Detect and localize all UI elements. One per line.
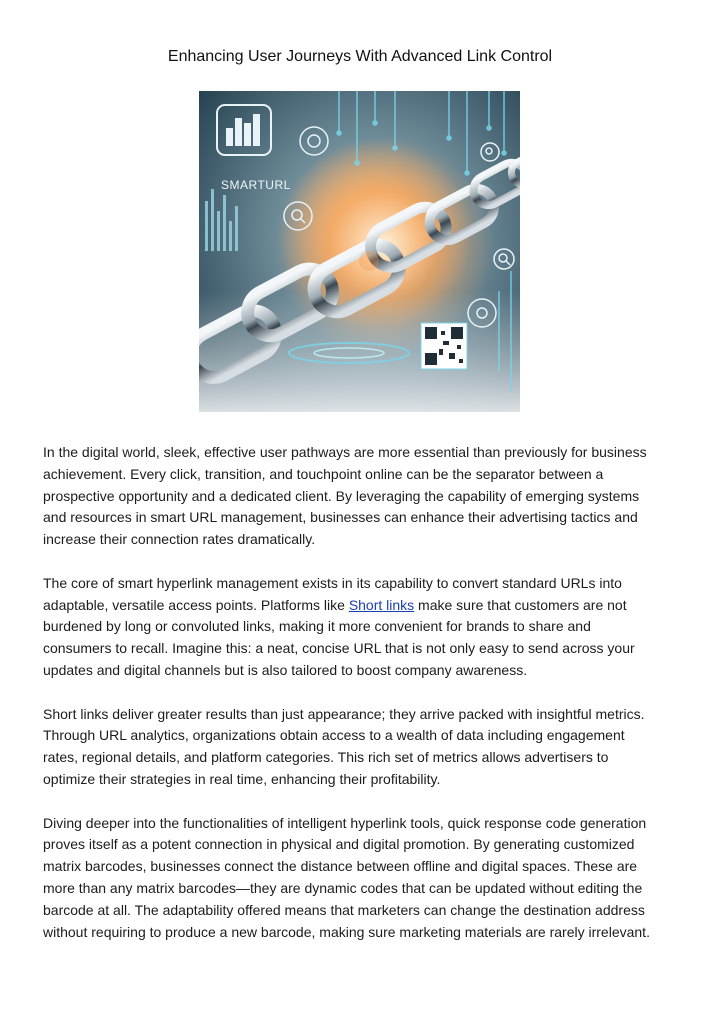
text-line: Short links deliver greater results than just appearance; they arrive packed with insightful metrics. (43, 705, 645, 722)
short-links-link[interactable]: Short links (348, 596, 415, 613)
text-line: Diving deeper into the functionalities of intelligent hyperlink tools, quick response code generation (43, 814, 647, 831)
hero-brand-text: SMARTURL (221, 178, 291, 192)
paragraph-4 (43, 813, 683, 944)
text-line: increase their connection rates dramatically. (43, 531, 316, 548)
text-line: optimize their strategies in real time, enhancing their profitability. (43, 770, 441, 787)
link-line-before: adaptable, versatile access points. Platforms like (43, 596, 349, 613)
link-line-after: make sure that customers are not (414, 596, 627, 613)
text-line: barcode at all. The adaptability offered means that marketers can change the destination address (43, 901, 645, 918)
chain-link-illustration (199, 91, 520, 412)
text-line: consumers to recall. Imagine this: a neat, concise URL that is not only easy to send across your (43, 640, 635, 657)
text-line: more than any matrix barcodes—they are dynamic codes that can be updated without editing the (43, 879, 643, 896)
hero-image (199, 91, 520, 412)
text-line: burdened by long or convoluted links, making it more convenient for brands to share and (43, 618, 591, 635)
text-line: matrix barcodes, businesses connect the distance between offline and digital spaces. These are (43, 858, 638, 875)
text-line: prospective opportunity and a dedicated client. By leveraging the capability of emerging systems (43, 487, 640, 504)
paragraph-3 (43, 704, 683, 791)
text-line: Through URL analytics, organizations obtain access to a wealth of data including engagement (43, 727, 625, 744)
text-line: achievement. Every click, transition, and touchpoint online can be the separator between a (43, 465, 604, 482)
text-line-with-link (43, 595, 683, 617)
text-line: without requiring to produce a new barcode, making sure marketing materials are rarely irrelevant. (43, 923, 650, 940)
paragraph-1 (43, 442, 683, 551)
text-line: rates, regional details, and platform categories. This rich set of metrics allows advertisers to (43, 749, 609, 766)
text-line: updates and digital channels but is also tailored to boost company awareness. (43, 661, 528, 678)
text-line: and resources in smart URL management, businesses can enhance their advertising tactics and (43, 509, 638, 526)
document-title: Enhancing User Journeys With Advanced Link Control (167, 48, 553, 65)
article-body (43, 442, 683, 965)
text-line: proves itself as a potent connection in physical and digital promotion. By generating customized (43, 836, 635, 853)
qr-code-icon (421, 323, 467, 369)
paragraph-2 (43, 573, 683, 682)
text-line: In the digital world, sleek, effective user pathways are more essential than previously for business (43, 444, 647, 460)
text-line: The core of smart hyperlink management exists in its capability to convert standard URLs into (43, 574, 622, 591)
